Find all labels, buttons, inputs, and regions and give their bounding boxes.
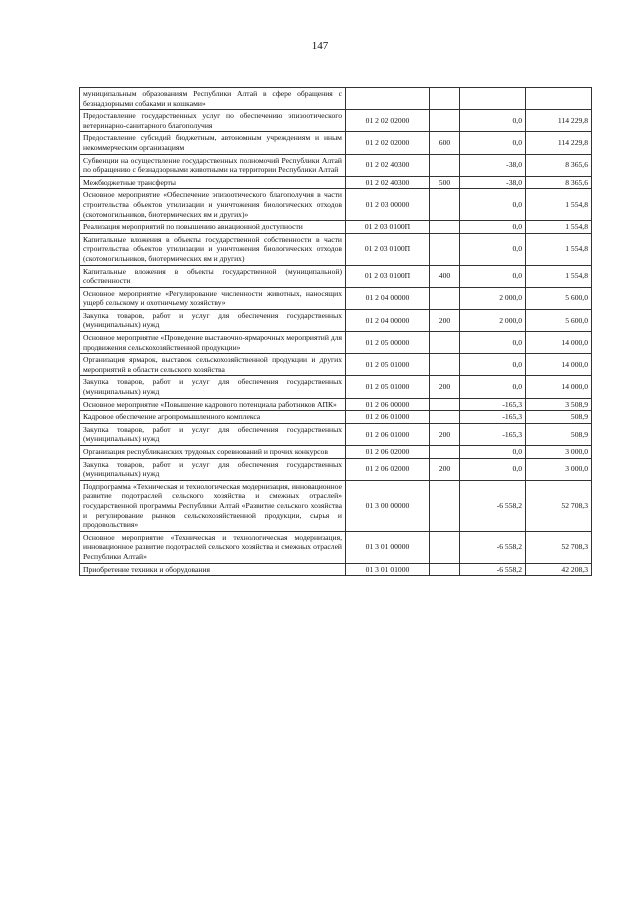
budget-table-body [80, 88, 592, 576]
row-total-cell: 1 554,8 [526, 221, 592, 234]
row-code-cell: 01 2 06 01000 [346, 423, 430, 445]
row-expense-type-cell [430, 398, 460, 411]
row-change-cell: 0,0 [460, 446, 526, 459]
table-row [80, 221, 592, 234]
row-code-cell: 01 2 06 02000 [346, 458, 430, 480]
row-total-cell: 14 000,0 [526, 354, 592, 376]
table-row [80, 446, 592, 459]
row-total-cell [526, 88, 592, 110]
row-expense-type-cell [430, 189, 460, 221]
table-row [80, 458, 592, 480]
row-total-cell: 1 554,8 [526, 265, 592, 287]
row-code-cell: 01 2 02 40300 [346, 176, 430, 189]
row-code-cell: 01 2 03 00000 [346, 189, 430, 221]
row-change-cell: -38,0 [460, 154, 526, 176]
row-expense-type-cell [430, 332, 460, 354]
row-total-cell: 114 229,8 [526, 110, 592, 132]
row-expense-type-cell [430, 354, 460, 376]
row-total-cell: 5 600,0 [526, 309, 592, 331]
row-total-cell: 1 554,8 [526, 233, 592, 265]
table-row [80, 531, 592, 563]
row-expense-type-cell: 200 [430, 423, 460, 445]
budget-table [79, 87, 592, 576]
table-row [80, 265, 592, 287]
row-total-cell: 42 208,3 [526, 563, 592, 576]
row-code-cell: 01 3 00 00000 [346, 480, 430, 531]
row-name-cell: Основное мероприятие «Регулирование численности животных, наносящих ущерб сельскому и охотничьему хозяйству» [80, 287, 346, 309]
row-change-cell: -38,0 [460, 176, 526, 189]
row-total-cell: 52 708,3 [526, 480, 592, 531]
row-expense-type-cell [430, 233, 460, 265]
row-change-cell: 2 000,0 [460, 309, 526, 331]
row-name-cell: Предоставление государственных услуг по обеспечению эпизоотического ветеринарно-санитарного благополучия [80, 110, 346, 132]
row-name-cell: Основное мероприятие «Техническая и технологическая модернизация, инновационное развитие подотраслей сельского хозяйства и смежных отраслей Республики Алтай» [80, 531, 346, 563]
table-row [80, 110, 592, 132]
row-name-cell: Организация республиканских трудовых соревнований и прочих конкурсов [80, 446, 346, 459]
row-total-cell: 3 000,0 [526, 458, 592, 480]
row-total-cell: 3 508,9 [526, 398, 592, 411]
row-code-cell: 01 2 05 01000 [346, 354, 430, 376]
row-name-cell: Организация ярмарок, выставок сельскохозяйственной продукции и других мероприятий в области сельского хозяйства [80, 354, 346, 376]
row-expense-type-cell [430, 287, 460, 309]
row-total-cell: 508,9 [526, 411, 592, 424]
row-code-cell: 01 2 05 00000 [346, 332, 430, 354]
row-expense-type-cell: 600 [430, 132, 460, 154]
row-name-cell: Реализация мероприятий по повышению авиационной доступности [80, 221, 346, 234]
row-total-cell: 3 000,0 [526, 446, 592, 459]
table-row [80, 480, 592, 531]
row-change-cell: 0,0 [460, 265, 526, 287]
row-code-cell: 01 2 04 00000 [346, 287, 430, 309]
row-expense-type-cell [430, 480, 460, 531]
row-expense-type-cell: 400 [430, 265, 460, 287]
row-name-cell: Подпрограмма «Техническая и технологическая модернизация, инновационное развитие подотраслей сельского хозяйства и смежных отраслей» государственной программы Республики Алтай «Развитие сельского хозяйства и регулирование рынков сельскохозяйственной продукции, сырья и продовольствия» [80, 480, 346, 531]
row-code-cell: 01 2 02 02000 [346, 110, 430, 132]
table-row [80, 132, 592, 154]
row-total-cell: 1 554,8 [526, 189, 592, 221]
table-row [80, 233, 592, 265]
row-change-cell: -165,3 [460, 423, 526, 445]
row-code-cell: 01 2 06 01000 [346, 411, 430, 424]
row-code-cell: 01 2 06 02000 [346, 446, 430, 459]
table-row [80, 309, 592, 331]
row-code-cell: 01 2 03 0100П [346, 221, 430, 234]
table-row [80, 423, 592, 445]
row-expense-type-cell [430, 531, 460, 563]
row-code-cell: 01 3 01 01000 [346, 563, 430, 576]
row-name-cell: муниципальным образованиям Республики Алтай в сфере обращения с безнадзорными собаками и кошками» [80, 88, 346, 110]
row-code-cell: 01 2 05 01000 [346, 376, 430, 398]
row-code-cell: 01 2 02 40300 [346, 154, 430, 176]
row-change-cell: 0,0 [460, 354, 526, 376]
row-name-cell: Кадровое обеспечение агропромышленного комплекса [80, 411, 346, 424]
row-total-cell: 14 000,0 [526, 376, 592, 398]
table-row [80, 332, 592, 354]
row-code-cell: 01 2 03 0100П [346, 233, 430, 265]
row-code-cell: 01 2 06 00000 [346, 398, 430, 411]
row-name-cell: Межбюджетные трансферты [80, 176, 346, 189]
row-expense-type-cell [430, 446, 460, 459]
row-total-cell: 8 365,6 [526, 176, 592, 189]
row-name-cell: Закупка товаров, работ и услуг для обеспечения государственных (муниципальных) нужд [80, 309, 346, 331]
row-expense-type-cell: 200 [430, 309, 460, 331]
row-change-cell: -6 558,2 [460, 531, 526, 563]
table-row [80, 287, 592, 309]
row-change-cell: -6 558,2 [460, 563, 526, 576]
row-total-cell: 5 600,0 [526, 287, 592, 309]
row-expense-type-cell [430, 154, 460, 176]
table-row [80, 88, 592, 110]
row-name-cell: Основное мероприятие «Обеспечение эпизоотического благополучия в части строительства объектов утилизации и уничтожения биологических отходов (скотомогильников, биотермических ям и других)» [80, 189, 346, 221]
row-total-cell: 8 365,6 [526, 154, 592, 176]
row-expense-type-cell: 200 [430, 458, 460, 480]
row-name-cell: Закупка товаров, работ и услуг для обеспечения государственных (муниципальных) нужд [80, 423, 346, 445]
row-code-cell: 01 2 04 00000 [346, 309, 430, 331]
row-name-cell: Капитальные вложения в объекты государственной (муниципальной) собственности [80, 265, 346, 287]
row-change-cell: -165,3 [460, 411, 526, 424]
row-change-cell: 2 000,0 [460, 287, 526, 309]
row-total-cell: 52 708,3 [526, 531, 592, 563]
row-change-cell: 0,0 [460, 110, 526, 132]
table-row [80, 176, 592, 189]
table-row [80, 411, 592, 424]
table-row [80, 398, 592, 411]
table-row [80, 154, 592, 176]
row-expense-type-cell [430, 88, 460, 110]
table-row [80, 354, 592, 376]
row-change-cell: 0,0 [460, 132, 526, 154]
row-expense-type-cell [430, 110, 460, 132]
row-name-cell: Основное мероприятие «Проведение выставочно-ярмарочных мероприятий для продвижения сельскохозяйственной продукции» [80, 332, 346, 354]
row-change-cell: 0,0 [460, 376, 526, 398]
row-change-cell: 0,0 [460, 221, 526, 234]
row-change-cell: -6 558,2 [460, 480, 526, 531]
table-row [80, 376, 592, 398]
row-expense-type-cell [430, 563, 460, 576]
row-name-cell: Предоставление субсидий бюджетным, автономным учреждениям и иным некоммерческим организациям [80, 132, 346, 154]
row-code-cell [346, 88, 430, 110]
row-expense-type-cell [430, 411, 460, 424]
row-name-cell: Приобретение техники и оборудования [80, 563, 346, 576]
page-number: 147 [311, 40, 329, 52]
row-expense-type-cell: 200 [430, 376, 460, 398]
row-name-cell: Капитальные вложения в объекты государственной собственности в части строительства объектов утилизации и уничтожения биологических отходов (скотомогильников, биотермических ям и других) [80, 233, 346, 265]
row-expense-type-cell: 500 [430, 176, 460, 189]
row-change-cell: 0,0 [460, 332, 526, 354]
row-name-cell: Субвенции на осуществление государственных полномочий Республики Алтай по обращению с безнадзорными животными на территории Республики Алтай [80, 154, 346, 176]
row-change-cell: -165,3 [460, 398, 526, 411]
row-change-cell [460, 88, 526, 110]
row-total-cell: 114 229,8 [526, 132, 592, 154]
row-change-cell: 0,0 [460, 189, 526, 221]
row-code-cell: 01 3 01 00000 [346, 531, 430, 563]
row-name-cell: Закупка товаров, работ и услуг для обеспечения государственных (муниципальных) нужд [80, 376, 346, 398]
row-change-cell: 0,0 [460, 458, 526, 480]
row-name-cell: Основное мероприятие «Повышение кадрового потенциала работников АПК» [80, 398, 346, 411]
table-row [80, 189, 592, 221]
row-expense-type-cell [430, 221, 460, 234]
row-code-cell: 01 2 02 02000 [346, 132, 430, 154]
row-total-cell: 14 000,0 [526, 332, 592, 354]
table-row [80, 563, 592, 576]
row-total-cell: 508,9 [526, 423, 592, 445]
row-code-cell: 01 2 03 0100П [346, 265, 430, 287]
row-change-cell: 0,0 [460, 233, 526, 265]
row-name-cell: Закупка товаров, работ и услуг для обеспечения государственных (муниципальных) нужд [80, 458, 346, 480]
